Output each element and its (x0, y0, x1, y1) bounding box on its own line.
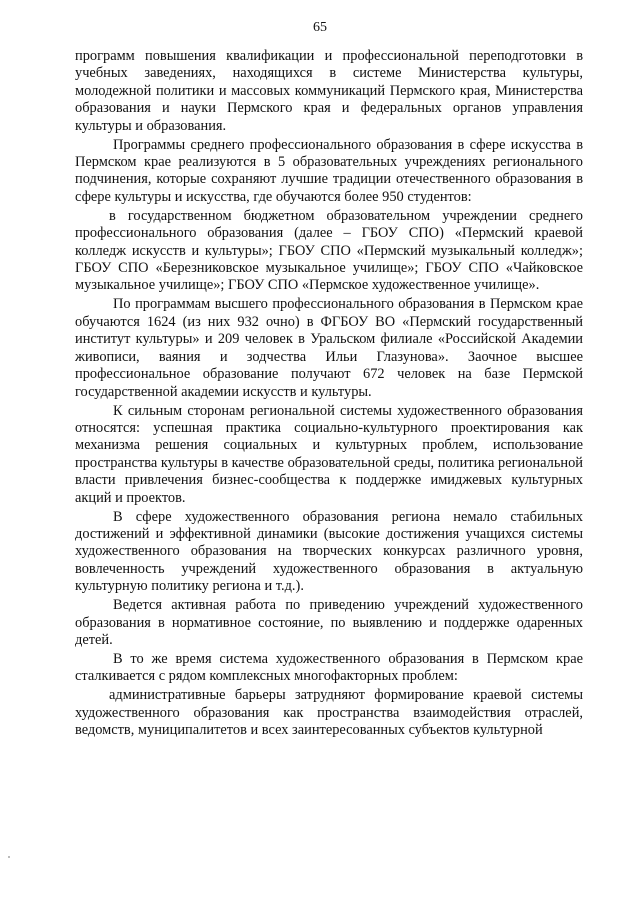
paragraph-achievements: В сфере художественного образования региона немало стабильных достижений и эффективной динамики (высокие достижения учащихся системы художественного образования на творческих конкурсах различного уровня, вовлеченность учреждений художественного образования в актуальную культурную политику региона и т.д.). (75, 508, 583, 595)
page-number: 65 (313, 20, 327, 35)
paragraph-active-work: Ведется активная работа по приведению учреждений художественного образования в нормативное состояние, по выявлению и поддержке одаренных детей. (75, 597, 583, 648)
paragraph-continuation: программ повышения квалификации и профессиональной переподготовки в учебных заведениях, находящихся в системе Министерства культуры, молодежной политики и массовых коммуникаций Пермского края, Министерства образования и науки Пермского края и федеральных органов управления культуры и образования. (75, 48, 583, 134)
paragraph-institutions-list: в государственном бюджетном образовательном учреждении среднего профессионального образования (далее – ГБОУ СПО) «Пермский краевой колледж искусств и культуры»; ГБОУ СПО «Пермский музыкальный колледж»; ГБОУ СПО «Березниковское музыкальное училище»; ГБОУ СПО «Чайковское музыкальное училище»; ГБОУ СПО «Пермское художественное училище». (75, 207, 583, 294)
paragraph-problems-intro: В то же время система художественного образования в Пермском крае сталкивается с рядом комплексных многофакторных проблем: (75, 650, 583, 685)
paragraph-higher-education: По программам высшего профессионального образования в Пермском крае обучаются 1624 (из них 932 очно) в ФГБОУ ВО «Пермский государственный институт культуры» и 209 человек в Уральском филиале «Российской Академии живописи, ваяния и зодчества Ильи Глазунова». Заочное высшее профессиональное образование получают 672 человек на базе Пермской государственной академии искусств и культуры. (75, 296, 583, 400)
scan-dot (8, 856, 10, 858)
document-body (75, 48, 583, 740)
paragraph-secondary-education: Программы среднего профессионального образования в сфере искусства в Пермском крае реализуются в 5 образовательных учреждениях регионального подчинения, которые сохраняют лучшие традиции отечественного образования в сфере культуры и искусства, где обучаются более 950 студентов: (75, 136, 583, 205)
paragraph-administrative-barriers: административные барьеры затрудняют формирование краевой системы художественного образования как пространства взаимодействия отраслей, ведомств, муниципалитетов и всех заинтересованных субъектов культурной (75, 687, 583, 739)
paragraph-strengths: К сильным сторонам региональной системы художественного образования относятся: успешная практика социально-культурного проектирования как механизма решения социальных и культурных проблем, использование пространства культуры в качестве образовательной среды, политика региональной власти привлечения бизнес-сообщества к поддержке имиджевых культурных акций и проектов. (75, 402, 583, 506)
